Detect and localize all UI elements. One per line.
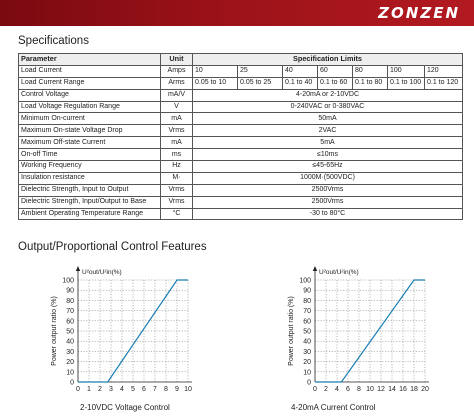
row-parameter: Working Frequency <box>19 161 161 173</box>
y-tick-label: 50 <box>66 328 74 336</box>
x-tick-label: 0 <box>76 386 80 393</box>
y-tick-label: 90 <box>303 287 311 295</box>
row-value: 60 <box>318 65 353 77</box>
header-unit: Unit <box>161 54 193 66</box>
x-tick-label: 18 <box>410 386 418 393</box>
y-tick-label: 80 <box>66 297 74 305</box>
row-value: 80 <box>353 65 388 77</box>
table-row <box>19 149 463 161</box>
row-parameter: Maximum Off-state Current <box>19 137 161 149</box>
x-tick-label: 10 <box>184 386 192 393</box>
row-value: 50mA <box>193 113 463 125</box>
x-tick-label: 16 <box>399 386 407 393</box>
row-parameter: Load Voltage Regulation Range <box>19 101 161 113</box>
specifications-title: Specifications <box>18 35 89 47</box>
chart-current-control <box>237 258 474 398</box>
y-tick-label: 20 <box>66 359 74 367</box>
y-tick-label: 100 <box>62 277 74 285</box>
row-unit: Vrms <box>161 184 193 196</box>
row-value: 0.05 to 10 <box>193 77 238 89</box>
x-tick-label: 8 <box>164 386 168 393</box>
y-axis-arrow <box>313 266 317 271</box>
y-axis-label: Power output ratio (%) <box>288 296 295 366</box>
x-tick-label: 1 <box>87 386 91 393</box>
x-tick-label: 9 <box>175 386 179 393</box>
row-parameter: Ambient Operating Temperature Range <box>19 208 161 220</box>
brand-logo: ZONZEN <box>378 4 460 22</box>
row-unit: Amps <box>161 65 193 77</box>
row-value: 2500Vrms <box>193 196 463 208</box>
x-tick-label: 5 <box>131 386 135 393</box>
chart-voltage-control <box>0 258 237 398</box>
row-unit: mA <box>161 137 193 149</box>
x-tick-label: 4 <box>120 386 124 393</box>
y-axis-label: Power output ratio (%) <box>51 296 58 366</box>
y-tick-label: 40 <box>303 338 311 346</box>
row-unit: Arms <box>161 77 193 89</box>
row-unit: Hz <box>161 161 193 173</box>
y-tick-label: 10 <box>66 369 74 377</box>
row-parameter: Dielectric Strength, Input to Output <box>19 184 161 196</box>
row-parameter: Dielectric Strength, Input/Output to Base <box>19 196 161 208</box>
x-tick-label: 10 <box>366 386 374 393</box>
header-parameter: Parameter <box>19 54 161 66</box>
x-tick-label: 8 <box>357 386 361 393</box>
row-value: 0.1 to 120 <box>425 77 463 89</box>
y-tick-label: 70 <box>303 308 311 316</box>
y-tick-label: 70 <box>66 308 74 316</box>
table-row <box>19 65 463 77</box>
row-parameter: Minimum On-current <box>19 113 161 125</box>
row-value: ≤45-65Hz <box>193 161 463 173</box>
row-value: 4-20mA or 2-10VDC <box>193 89 463 101</box>
x-tick-label: 12 <box>377 386 385 393</box>
y-tick-label: 100 <box>299 277 311 285</box>
row-value: 2500Vrms <box>193 184 463 196</box>
table-header-row <box>19 54 463 66</box>
row-unit: Vrms <box>161 196 193 208</box>
y-tick-label: 30 <box>66 348 74 356</box>
table-row <box>19 196 463 208</box>
y-axis-title: U²out/U²in(%) <box>82 269 122 276</box>
y-tick-label: 10 <box>303 369 311 377</box>
row-parameter: Load Current <box>19 65 161 77</box>
header-banner <box>0 0 474 26</box>
row-parameter: On-off Time <box>19 149 161 161</box>
row-unit: mA <box>161 113 193 125</box>
row-parameter: Insulation resistance <box>19 172 161 184</box>
row-value: 0.1 to 80 <box>353 77 388 89</box>
row-unit: M· <box>161 172 193 184</box>
table-row <box>19 172 463 184</box>
y-tick-label: 0 <box>307 379 311 387</box>
row-unit: Vrms <box>161 125 193 137</box>
row-value: 25 <box>238 65 283 77</box>
x-tick-label: 6 <box>346 386 350 393</box>
x-tick-label: 4 <box>335 386 339 393</box>
table-row <box>19 113 463 125</box>
x-tick-label: 7 <box>153 386 157 393</box>
chart-voltage-svg <box>0 258 237 398</box>
row-value: 0-240VAC or 0-380VAC <box>193 101 463 113</box>
row-unit: mA/V <box>161 89 193 101</box>
table-row <box>19 184 463 196</box>
row-unit: °C <box>161 208 193 220</box>
row-value: 10 <box>193 65 238 77</box>
y-tick-label: 60 <box>303 318 311 326</box>
row-value: 0.05 to 25 <box>238 77 283 89</box>
row-value: 0.1 to 40 <box>283 77 318 89</box>
y-tick-label: 60 <box>66 318 74 326</box>
chart-current-svg <box>237 258 474 398</box>
x-tick-label: 2 <box>98 386 102 393</box>
x-tick-label: 2 <box>324 386 328 393</box>
table-row <box>19 208 463 220</box>
row-value: 0.1 to 100 <box>388 77 425 89</box>
x-tick-label: 0 <box>313 386 317 393</box>
x-tick-label: 20 <box>421 386 429 393</box>
row-value: ≤10ms <box>193 149 463 161</box>
table-row <box>19 101 463 113</box>
table-row <box>19 89 463 101</box>
table-row <box>19 161 463 173</box>
features-title: Output/Proportional Control Features <box>18 241 207 253</box>
row-value: 5mA <box>193 137 463 149</box>
chart-caption-voltage: 2-10VDC Voltage Control <box>80 403 170 412</box>
specifications-table <box>18 53 463 220</box>
y-tick-label: 80 <box>303 297 311 305</box>
chart-caption-current: 4-20mA Current Control <box>291 403 376 412</box>
row-value: 40 <box>283 65 318 77</box>
y-tick-label: 90 <box>66 287 74 295</box>
y-tick-label: 20 <box>303 359 311 367</box>
row-parameter: Control Voltage <box>19 89 161 101</box>
header-limits: Specification Limits <box>193 54 463 66</box>
row-value: 1000M·(500VDC) <box>193 172 463 184</box>
row-parameter: Maximum On-state Voltage Drop <box>19 125 161 137</box>
y-tick-label: 50 <box>303 328 311 336</box>
x-tick-label: 3 <box>109 386 113 393</box>
table-row <box>19 125 463 137</box>
x-tick-label: 6 <box>142 386 146 393</box>
table-row <box>19 137 463 149</box>
y-axis-title: U²out/U²in(%) <box>319 269 359 276</box>
row-unit: V <box>161 101 193 113</box>
y-tick-label: 0 <box>70 379 74 387</box>
row-unit: ms <box>161 149 193 161</box>
y-tick-label: 40 <box>66 338 74 346</box>
row-value: 0.1 to 60 <box>318 77 353 89</box>
table-row <box>19 77 463 89</box>
row-value: 100 <box>388 65 425 77</box>
row-value: 2VAC <box>193 125 463 137</box>
x-tick-label: 14 <box>388 386 396 393</box>
row-value: 120 <box>425 65 463 77</box>
y-axis-arrow <box>76 266 80 271</box>
row-value: -30 to 80°C <box>193 208 463 220</box>
y-tick-label: 30 <box>303 348 311 356</box>
row-parameter: Load Current Range <box>19 77 161 89</box>
